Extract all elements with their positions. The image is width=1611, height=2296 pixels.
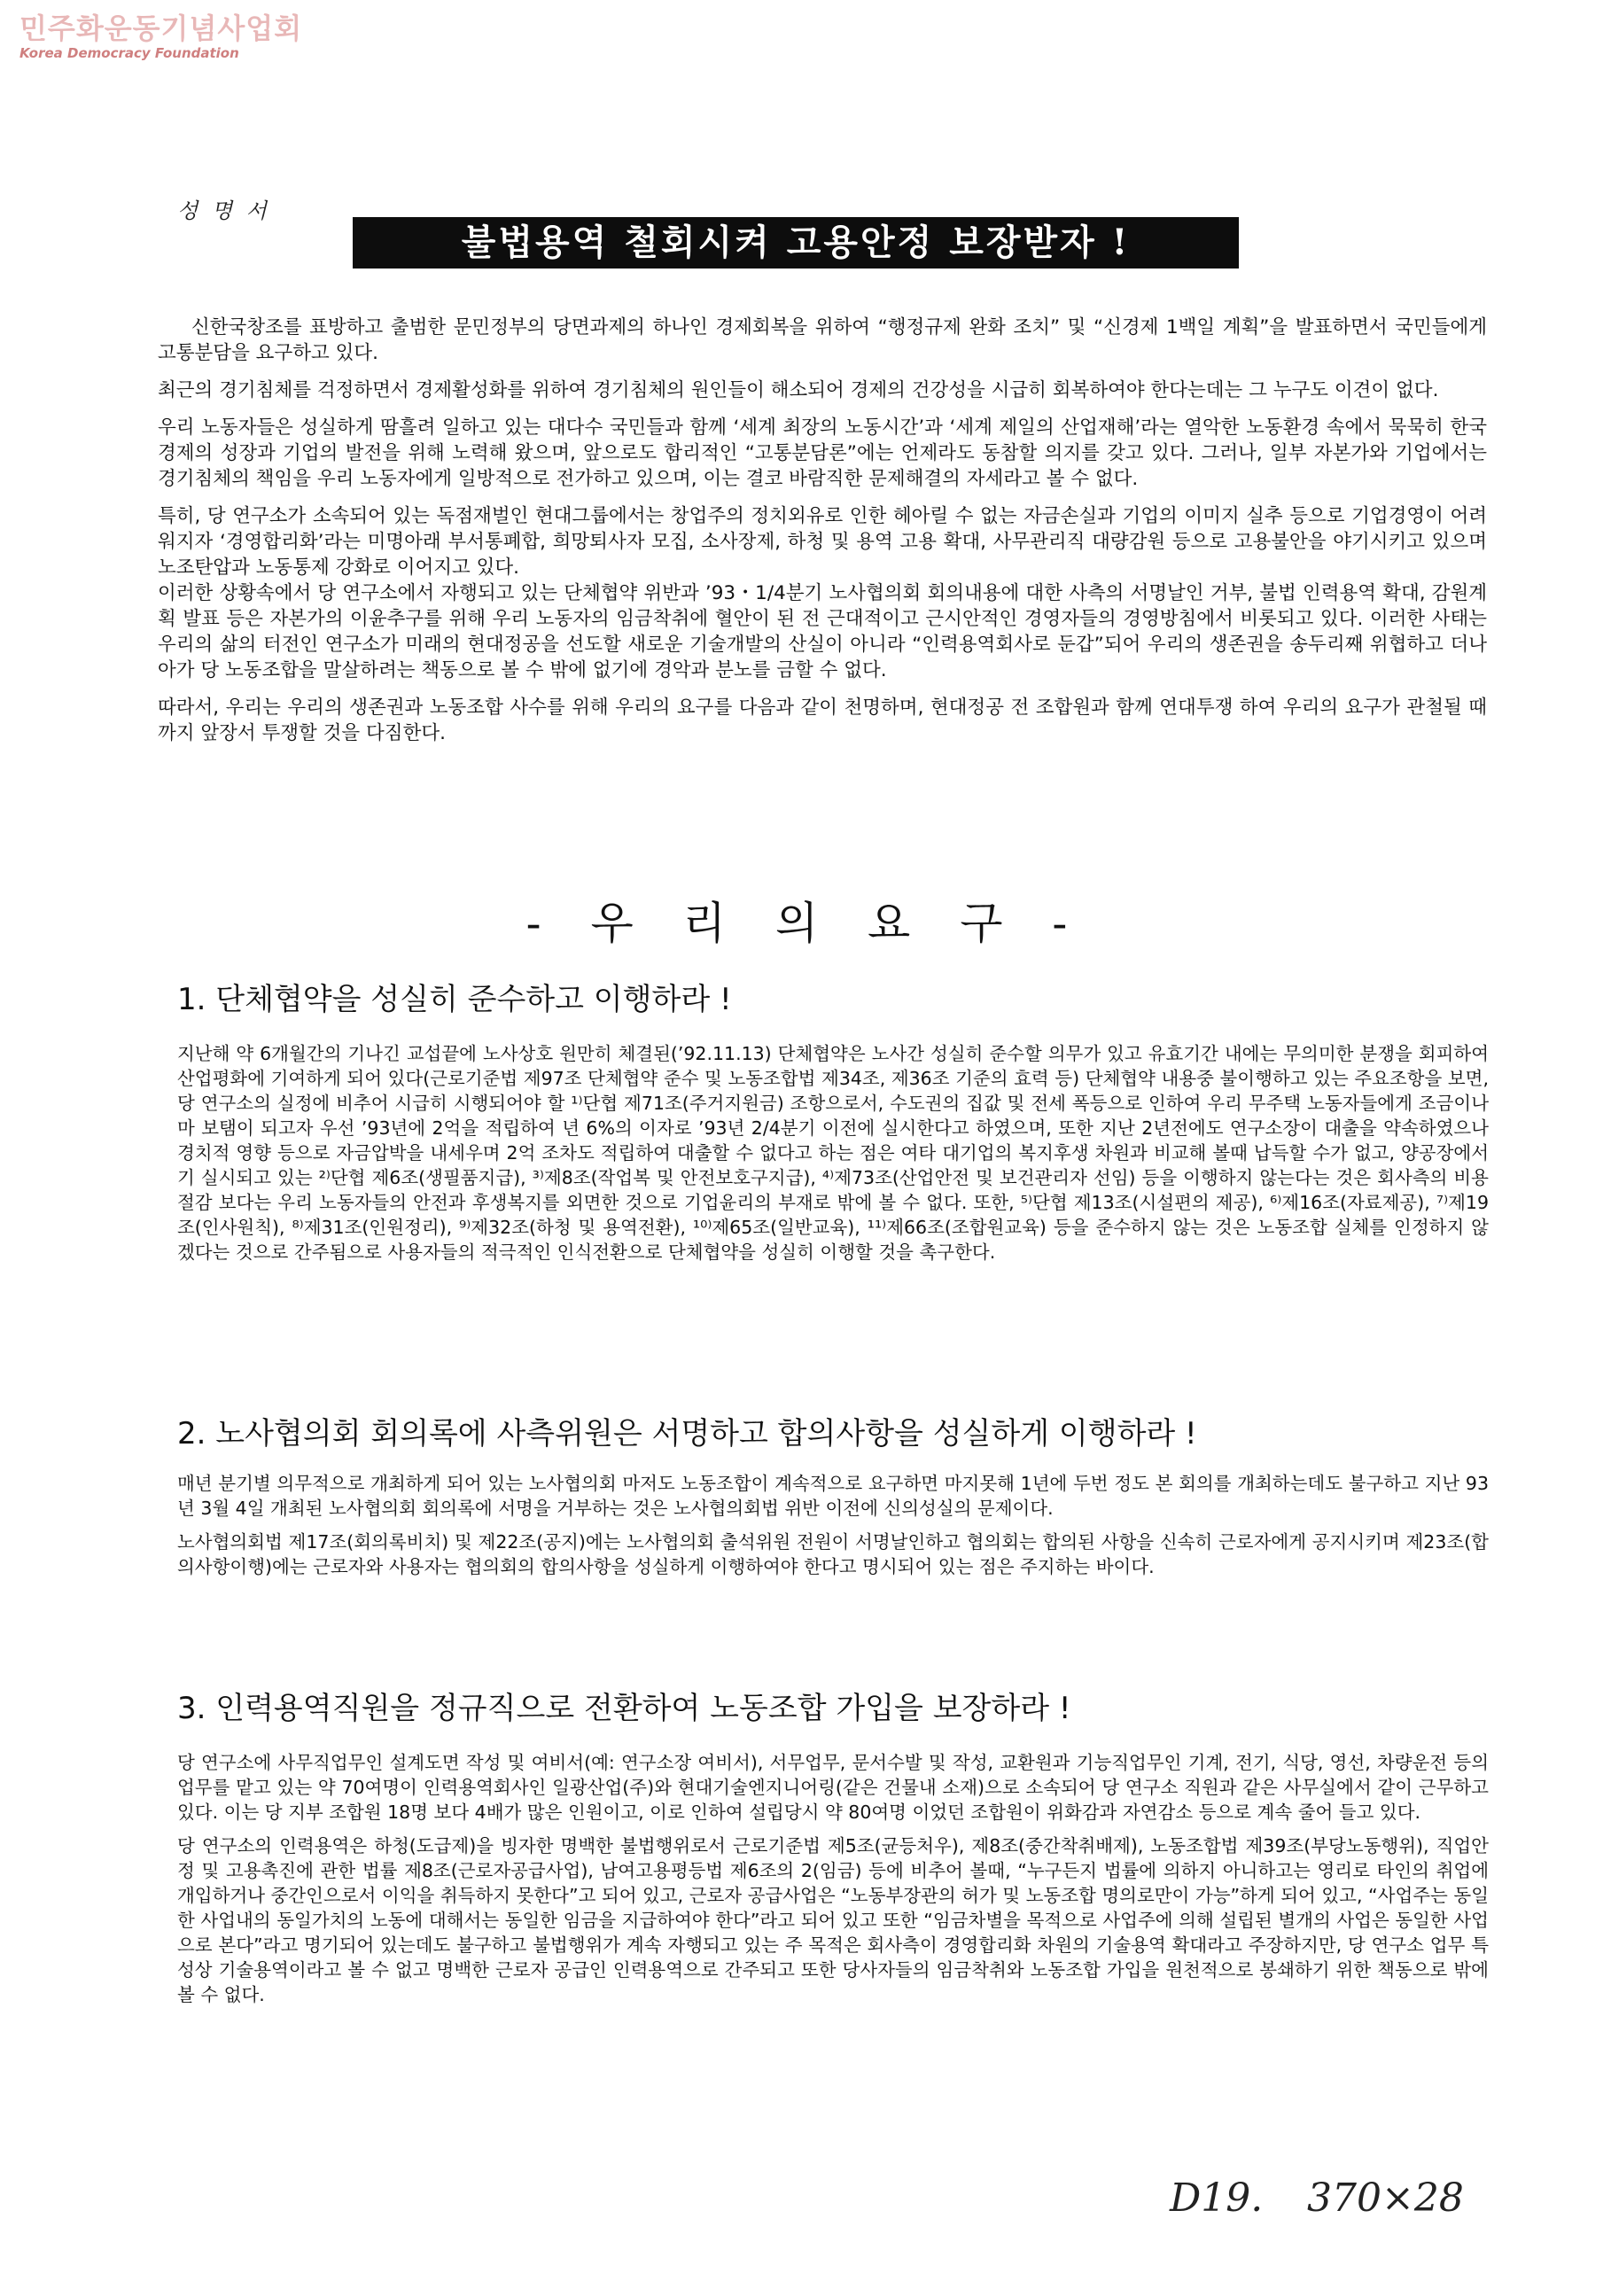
intro-paragraph: 최근의 경기침체를 걱정하면서 경제활성화를 위하여 경기침체의 원인들이 해소되어 경제의 건강성을 시급히 회복하여야 한다는데는 그 누구도 이견이 없다. (158, 379, 1439, 401)
document-title: 불법용역 철회시켜 고용안정 보장받자 ! (353, 217, 1239, 269)
intro-paragraph: 특히, 당 연구소가 소속되어 있는 독점재벌인 현대그룹에서는 창업주의 정치외유로 인한 헤아릴 수 없는 자금손실과 기업의 이미지 실추 등으로 기업경영이 어려워지자 ‘경영합리화’라는 미명아래 부서통폐합, 희망퇴사자 모집, 소사장제, 하청 및 용역 고용 확대, 사무관리직 대량감원 등으로 고용불안을 야기시키고 있으며 노조탄압과 노동통제 강화로 이어지고 있다. 이러한 상황속에서 당 연구소에서 자행되고 있는 단체협약 위반과 ’93・1/4분기 노사협의회 회의내용에 대한 사측의 서명날인 거부, 불법 인력용역 확대, 감원계획 발표 등은 자본가의 이윤추구를 위해 우리 노동자의 임금착취에 혈안이 된 전 근대적이고 근시안적인 경영자들의 경영방침에서 비롯되고 있다. 이러한 사태는 우리의 삶의 터전인 연구소가 미래의 현대정공을 선도할 새로운 기술개발의 산실이 아니라 “인력용역회사로 둔갑”되어 우리의 생존권을 송두리째 위협하고 더나아가 당 노동조합을 말살하려는 책동으로 볼 수 밖에 없기에 경악과 분노를 금할 수 없다. (158, 505, 1487, 681)
demand-paragraph: 당 연구소에 사무직업무인 설계도면 작성 및 여비서(예: 연구소장 여비서), 서무업무, 문서수발 및 작성, 교환원과 기능직업무인 기계, 전기, 식당, 영선, 차량운전 등의 업무를 맡고 있는 약 70여명이 인력용역회사인 일광산업(주)와 현대기술엔지니어링(같은 건물내 소재)으로 소속되어 당 연구소 직원과 같은 사무실에서 같이 근무하고 있다. 이는 당 지부 조합원 18명 보다 4배가 많은 인원이고, 이로 인하여 설립당시 약 80여명 이었던 조합원이 위화감과 자연감소 등으로 계속 줄어 들고 있다. (177, 1752, 1489, 1823)
demand-paragraph: 지난해 약 6개월간의 기나긴 교섭끝에 노사상호 원만히 체결된(’92.11.13) 단체협약은 노사간 성실히 준수할 의무가 있고 유효기간 내에는 무의미한 분쟁을 회피하여 산업평화에 기여하게 되어 있다(근로기준법 제97조 단체협약 준수 및 노동조합법 제34조, 제36조 기준의 효력 등) 단체협약 내용중 불이행하고 있는 주요조항을 보면, 당 연구소의 실정에 비추어 시급히 시행되어야 할 ¹⁾단협 제71조(주거지원금) 조항으로서, 수도권의 집값 및 전세 폭등으로 인하여 우리 무주택 노동자들에게 조금이나마 보탬이 되고자 우선 ’93년에 2억을 적립하여 년 6%의 이자로 ’93년 2/4분기 이전에 실시한다고 하였으며, 또한 지난 2년전에도 연구소장이 대출을 약속하였으나 경치적 영향 등으로 자금압박을 내세우며 2억 조차도 적립하여 대출할 수 없다고 하는 점은 여타 대기업의 복지후생 차원과 비교해 볼때 납득할 수가 없고, 양공장에서 기 실시되고 있는 ²⁾단협 제6조(생필품지급), ³⁾제8조(작업복 및 안전보호구지급), ⁴⁾제73조(산업안전 및 보건관리자 선임) 등을 이행하지 않는다는 것은 회사측의 비용절감 보다는 우리 노동자들의 안전과 후생복지를 외면한 것으로 기업윤리의 부재로 밖에 볼 수 없다. 또한, ⁵⁾단협 제13조(시설편의 제공), ⁶⁾제16조(자료제공), ⁷⁾제19조(인사원칙), ⁸⁾제31조(인원정리), ⁹⁾제32조(하청 및 용역전환), ¹⁰⁾제65조(일반교육), ¹¹⁾제66조(조합원교육) 등을 준수하지 않는 것은 노동조합 실체를 인정하지 않겠다는 것으로 간주됨으로 사용자들의 적극적인 인식전환으로 단체협약을 성실히 이행할 것을 촉구한다. (177, 1043, 1489, 1263)
intro-paragraph: 신한국창조를 표방하고 출범한 문민정부의 당면과제의 하나인 경제회복을 위하여 “행정규제 완화 조치” 및 “신경제 1백일 계획”을 발표하면서 국민들에게 고통분담을 요구하고 있다. (158, 316, 1487, 364)
handwritten-size: 370×28 (1307, 2175, 1464, 2221)
demands-heading: - 우 리 의 요 구 - (525, 898, 1086, 949)
demand-2-title: 2. 노사협의회 회의록에 사측위원은 서명하고 합의사항을 성실하게 이행하라 ! (177, 1416, 1197, 1452)
watermark-english: Korea Democracy Foundation (19, 45, 239, 61)
demand-paragraph: 당 연구소의 인력용역은 하청(도급제)을 빙자한 명백한 불법행위로서 근로기준법 제5조(균등처우), 제8조(중간착취배제), 노동조합법 제39조(부당노동행위), 직업안정 및 고용촉진에 관한 법률 제8조(근로자공급사업), 남여고용평등법 제6조의 2(임금) 등에 비추어 볼때, “누구든지 법률에 의하지 아니하고는 영리로 타인의 취업에 개입하거나 중간인으로서 이익을 취득하지 못한다”고 되어 있고, 근로자 공급사업은 “노동부장관의 허가 및 노동조합 명의로만이 가능”하게 되어 있고, “사업주는 동일한 사업내의 동일가치의 노동에 대해서는 동일한 임금을 지급하여야 한다”라고 되어 있고 또한 “임금차별을 목적으로 사업주에 의해 설립된 별개의 사업은 동일한 사업으로 본다”라고 명기되어 있는데도 불구하고 불법행위가 계속 자행되고 있는 주 목적은 회사측이 경영합리화 차원의 기술용역 확대라고 주장하지만, 당 연구소 업무 특성상 기술용역이라고 볼 수 없고 명백한 근로자 공급인 인력용역으로 간주되고 또한 당사자들의 임금착취와 노동조합 가입을 원천적으로 봉쇄하기 위한 책동으로 밖에 볼 수 없다. (177, 1835, 1489, 2005)
intro-paragraph: 우리 노동자들은 성실하게 땀흘려 일하고 있는 대다수 국민들과 함께 ‘세계 최장의 노동시간’과 ‘세계 제일의 산업재해’라는 열악한 노동환경 속에서 묵묵히 한국경제의 성장과 기업의 발전을 위해 노력해 왔으며, 앞으로도 합리적인 “고통분담론”에는 언제라도 동참할 의지를 갖고 있다. 그러나, 일부 자본가와 기업에서는 경기침체의 책임을 우리 노동자에게 일방적으로 전가하고 있으며, 이는 결코 바람직한 문제해결의 자세라고 볼 수 없다. (158, 416, 1487, 490)
watermark-korean: 민주화운동기념사업회 (19, 12, 303, 45)
demand-paragraph: 노사협의회법 제17조(회의록비치) 및 제22조(공지)에는 노사협의회 출석위원 전원이 서명날인하고 협의회는 합의된 사항을 신속히 근로자에게 공지시키며 제23조(합의사항이행)에는 근로자와 사용자는 협의회의 합의사항을 성실하게 이행하여야 한다고 명시되어 있는 점은 주지하는 바이다. (177, 1531, 1489, 1577)
intro-paragraph: 따라서, 우리는 우리의 생존권과 노동조합 사수를 위해 우리의 요구를 다음과 같이 천명하며, 현대정공 전 조합원과 함께 연대투쟁 하여 우리의 요구가 관철될 때까지 앞장서 투쟁할 것을 다짐한다. (158, 697, 1487, 744)
handwritten-code: D19. (1170, 2175, 1264, 2221)
document-type-label: 성 명 서 (177, 198, 270, 223)
demand-3-body (177, 1750, 1489, 2016)
demand-1-title: 1. 단체협약을 성실히 준수하고 이행하라 ! (177, 982, 732, 1017)
watermark (19, 12, 302, 62)
demand-3-title: 3. 인력용역직원을 정규직으로 전환하여 노동조합 가입을 보장하라 ! (177, 1691, 1071, 1726)
demand-1-body (177, 1041, 1489, 1273)
demand-2-body (177, 1471, 1489, 1588)
intro-section (158, 315, 1487, 758)
demand-paragraph: 매년 분기별 의무적으로 개최하게 되어 있는 노사협의회 마저도 노동조합이 계속적으로 요구하면 마지못해 1년에 두번 정도 본 회의를 개최하는데도 불구하고 지난 93년 3월 4일 개최된 노사협의회 회의록에 서명을 거부하는 것은 노사협의회법 위반 이전에 신의성실의 문제이다. (177, 1473, 1489, 1519)
